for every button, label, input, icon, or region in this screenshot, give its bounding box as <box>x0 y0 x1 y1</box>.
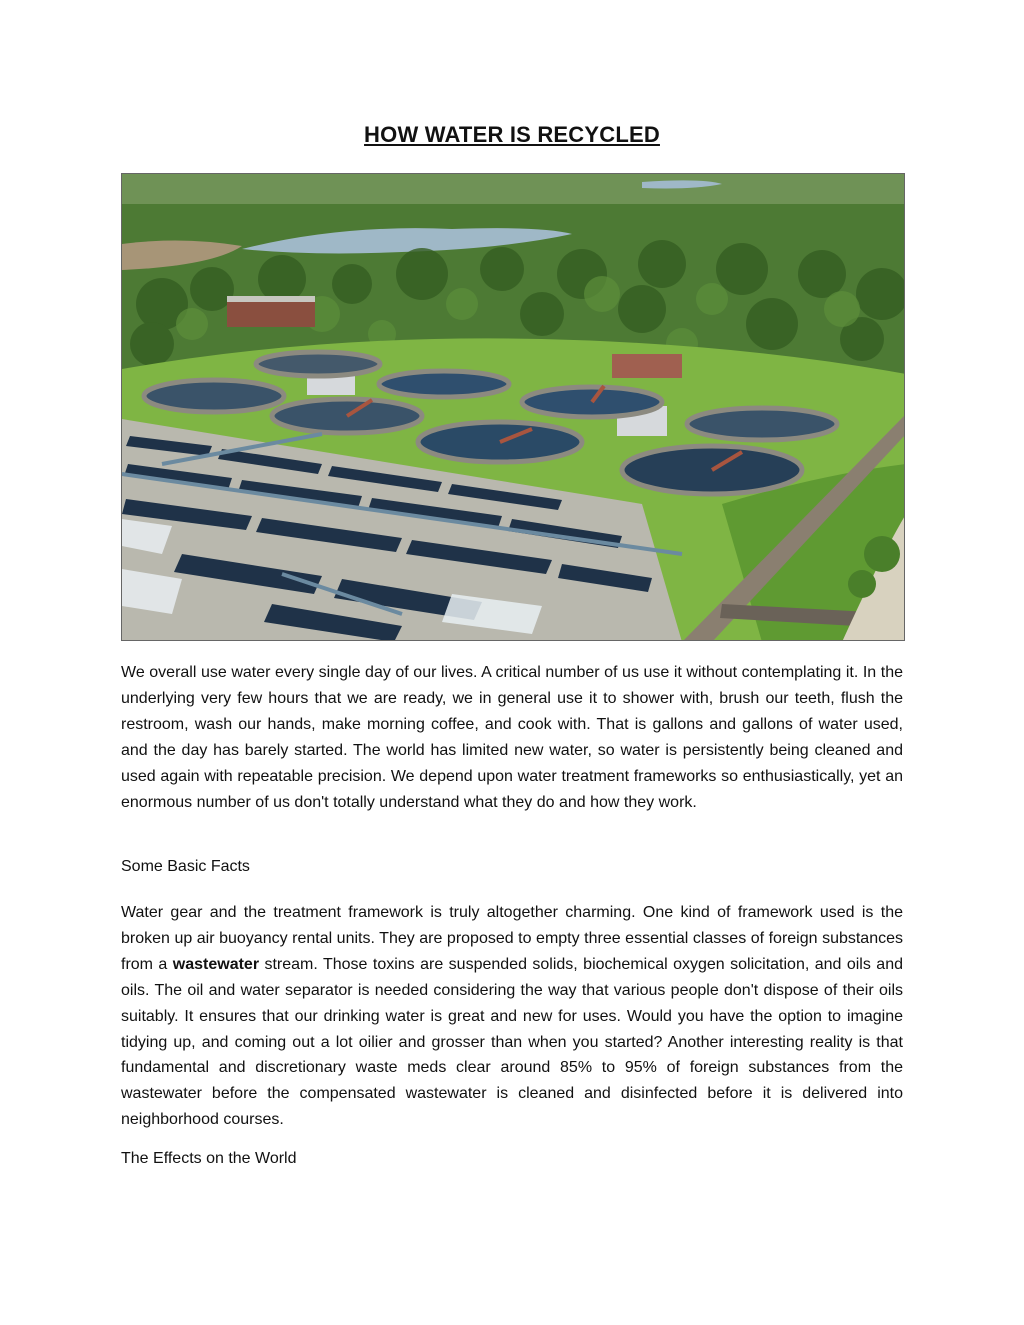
water-treatment-plant-photo <box>121 173 905 641</box>
bold-term-wastewater: wastewater <box>172 955 260 973</box>
intro-paragraph: We overall use water every single day of our lives. A critical number of us use it without contemplating it. In the underlying very few hours that we are ready, we in general use it to shower with, brush our teeth, flush the restroom, wash our hands, make morning coffee, and cook with. That is gallons and gallons of water used, and the day has barely started. The world has limited new water, so water is persistently being cleaned and used again with repeatable precision. We depend upon water treatment frameworks so enthusiastically, yet an enormous number of us don't totally understand what they do and how they work. <box>121 664 903 811</box>
section-heading-effects: The Effects on the World <box>121 1150 297 1167</box>
facts-paragraph <box>121 900 903 1133</box>
facts-paragraph-part-1: Water gear and the treatment framework is truly altogether charming. One kind of framework used is the broken up air buoyancy rental units. They are proposed to empty three essential classes of foreign substances from a <box>121 904 903 973</box>
facts-paragraph-part-2: stream. Those toxins are suspended solids, biochemical oxygen solicitation, and oils and oils. The oil and water separator is needed considering the way that various people don't dispose of their oils suitably. It ensures that our drinking water is great and new for uses. Would you have the option to imagine tidying up, and coming out a lot oilier and grosser than when you started? Another interesting reality is that fundamental and discretionary waste meds clear around 85% to 95% of foreign substances from the wastewater before the compensated wastewater is cleaned and disinfected before it is delivered into neighborhood courses. <box>121 955 903 1129</box>
section-heading-basic-facts: Some Basic Facts <box>121 858 250 875</box>
document-title: HOW WATER IS RECYCLED <box>364 122 660 147</box>
